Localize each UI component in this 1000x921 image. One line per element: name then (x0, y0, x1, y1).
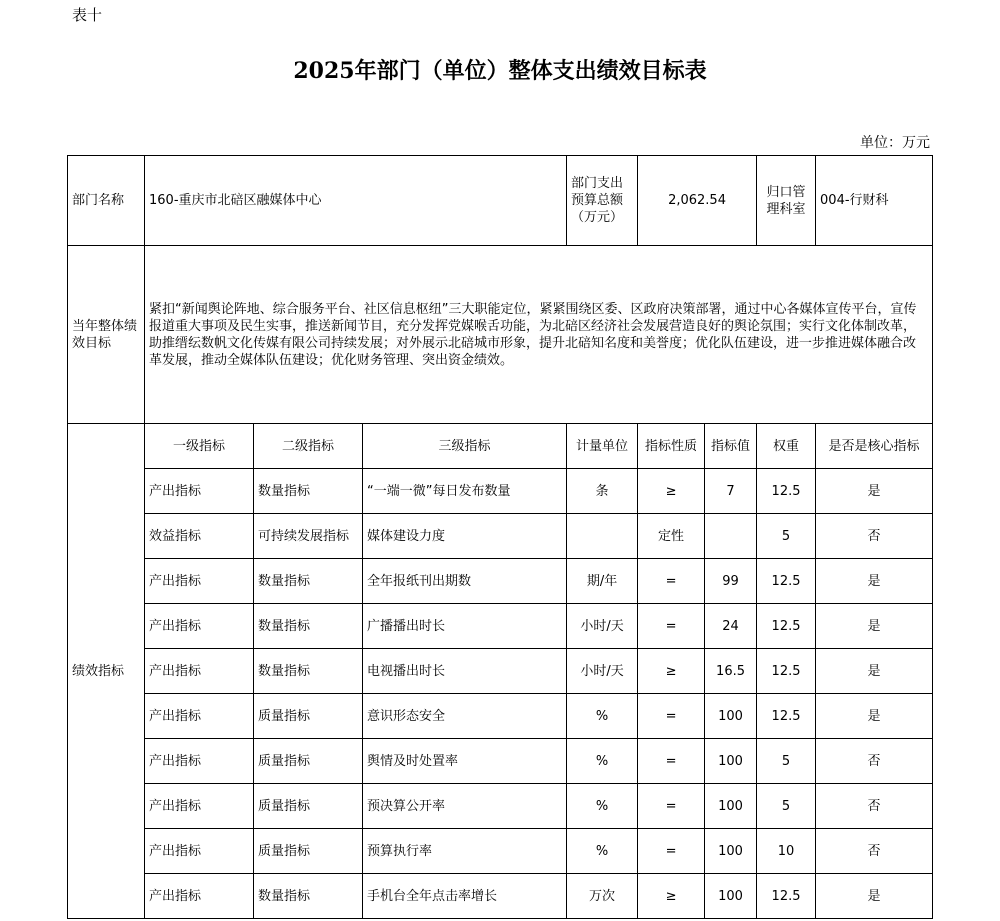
level3-cell: 意识形态安全 (363, 694, 567, 739)
level1-cell: 产出指标 (145, 784, 254, 829)
dept-name-value: 160-重庆市北碚区融媒体中心 (145, 156, 567, 246)
unit-cell: 期/年 (567, 559, 638, 604)
mgmt-label: 归口管理科室 (757, 156, 816, 246)
performance-table (67, 155, 933, 919)
header-cell: 三级指标 (363, 424, 567, 469)
level2-cell: 数量指标 (254, 469, 363, 514)
value-cell: 99 (705, 559, 757, 604)
core-cell: 是 (816, 649, 933, 694)
level2-cell: 数量指标 (254, 874, 363, 919)
indicator-row (68, 874, 933, 919)
core-cell: 是 (816, 694, 933, 739)
weight-cell: 12.5 (757, 874, 816, 919)
indicator-row (68, 604, 933, 649)
indicator-section-label: 绩效指标 (68, 424, 145, 919)
level2-cell: 数量指标 (254, 649, 363, 694)
goal-row (68, 246, 933, 424)
value-cell (705, 514, 757, 559)
core-cell: 是 (816, 469, 933, 514)
core-cell: 否 (816, 739, 933, 784)
level3-cell: 舆情及时处置率 (363, 739, 567, 784)
level1-cell: 产出指标 (145, 649, 254, 694)
weight-cell: 12.5 (757, 559, 816, 604)
indicator-row (68, 739, 933, 784)
indicator-row (68, 649, 933, 694)
nature-cell: = (638, 739, 705, 784)
indicator-row (68, 829, 933, 874)
value-cell: 100 (705, 874, 757, 919)
level3-cell: 媒体建设力度 (363, 514, 567, 559)
value-cell: 100 (705, 694, 757, 739)
header-cell: 指标性质 (638, 424, 705, 469)
header-cell: 指标值 (705, 424, 757, 469)
indicator-header-row (68, 424, 933, 469)
value-cell: 100 (705, 829, 757, 874)
level3-cell: 电视播出时长 (363, 649, 567, 694)
weight-cell: 12.5 (757, 604, 816, 649)
level2-cell: 可持续发展指标 (254, 514, 363, 559)
level1-cell: 产出指标 (145, 559, 254, 604)
header-cell: 一级指标 (145, 424, 254, 469)
level1-cell: 产出指标 (145, 604, 254, 649)
dept-name-label: 部门名称 (68, 156, 145, 246)
nature-cell: ≥ (638, 874, 705, 919)
unit-cell: % (567, 739, 638, 784)
core-cell: 否 (816, 829, 933, 874)
level3-cell: 广播播出时长 (363, 604, 567, 649)
goal-label: 当年整体绩效目标 (68, 246, 145, 424)
unit-cell: % (567, 784, 638, 829)
level3-cell: 预算执行率 (363, 829, 567, 874)
unit-label: 单位：万元 (860, 135, 930, 151)
value-cell: 7 (705, 469, 757, 514)
level1-cell: 产出指标 (145, 874, 254, 919)
nature-cell: = (638, 559, 705, 604)
unit-cell: % (567, 829, 638, 874)
unit-cell: 条 (567, 469, 638, 514)
goal-text: 紧扣“新闻舆论阵地、综合服务平台、社区信息枢纽”三大职能定位，紧紧围绕区委、区政府决策部署，通过中心各媒体宣传平台，宣传报道重大事项及民生实事，推送新闻节目，充分发挥党媒喉舌功能，为北碚区经济社会发展营造良好的舆论氛围；实行文化体制改革，助推缙纭数帆文化传媒有限公司持续发展；对外展示北碚城市形象，提升北碚知名度和美誉度；优化队伍建设，进一步推进媒体融合改革发展，推动全媒体队伍建设；优化财务管理、突出资金绩效。 (145, 246, 933, 424)
nature-cell: ≥ (638, 649, 705, 694)
weight-cell: 12.5 (757, 649, 816, 694)
level1-cell: 产出指标 (145, 694, 254, 739)
mgmt-value: 004-行财科 (816, 156, 933, 246)
unit-cell (567, 514, 638, 559)
core-cell: 是 (816, 559, 933, 604)
nature-cell: = (638, 784, 705, 829)
page-title: 2025年部门（单位）整体支出绩效目标表 (293, 58, 707, 84)
unit-cell: 小时/天 (567, 604, 638, 649)
info-row (68, 156, 933, 246)
header-cell: 二级指标 (254, 424, 363, 469)
level1-cell: 产出指标 (145, 739, 254, 784)
nature-cell: 定性 (638, 514, 705, 559)
level3-cell: 手机台全年点击率增长 (363, 874, 567, 919)
unit-cell: 万次 (567, 874, 638, 919)
indicator-row (68, 694, 933, 739)
budget-value: 2,062.54 (638, 156, 757, 246)
indicator-row (68, 784, 933, 829)
level2-cell: 质量指标 (254, 739, 363, 784)
unit-cell: 小时/天 (567, 649, 638, 694)
header-cell: 是否是核心指标 (816, 424, 933, 469)
unit-cell: % (567, 694, 638, 739)
weight-cell: 5 (757, 784, 816, 829)
weight-cell: 5 (757, 514, 816, 559)
value-cell: 100 (705, 739, 757, 784)
value-cell: 100 (705, 784, 757, 829)
weight-cell: 12.5 (757, 469, 816, 514)
level3-cell: 预决算公开率 (363, 784, 567, 829)
level1-cell: 产出指标 (145, 469, 254, 514)
level1-cell: 效益指标 (145, 514, 254, 559)
header-cell: 计量单位 (567, 424, 638, 469)
nature-cell: ≥ (638, 469, 705, 514)
core-cell: 否 (816, 784, 933, 829)
header-cell: 权重 (757, 424, 816, 469)
indicator-row (68, 559, 933, 604)
core-cell: 否 (816, 514, 933, 559)
level2-cell: 质量指标 (254, 694, 363, 739)
level3-cell: 全年报纸刊出期数 (363, 559, 567, 604)
level2-cell: 数量指标 (254, 559, 363, 604)
budget-label: 部门支出预算总额（万元） (567, 156, 638, 246)
level2-cell: 质量指标 (254, 784, 363, 829)
core-cell: 是 (816, 874, 933, 919)
level2-cell: 数量指标 (254, 604, 363, 649)
core-cell: 是 (816, 604, 933, 649)
table-tag: 表十 (72, 6, 103, 24)
indicator-row (68, 469, 933, 514)
value-cell: 24 (705, 604, 757, 649)
level3-cell: “一端一微”每日发布数量 (363, 469, 567, 514)
indicator-row (68, 514, 933, 559)
nature-cell: = (638, 694, 705, 739)
weight-cell: 5 (757, 739, 816, 784)
level2-cell: 质量指标 (254, 829, 363, 874)
level1-cell: 产出指标 (145, 829, 254, 874)
weight-cell: 10 (757, 829, 816, 874)
nature-cell: = (638, 829, 705, 874)
value-cell: 16.5 (705, 649, 757, 694)
weight-cell: 12.5 (757, 694, 816, 739)
nature-cell: = (638, 604, 705, 649)
